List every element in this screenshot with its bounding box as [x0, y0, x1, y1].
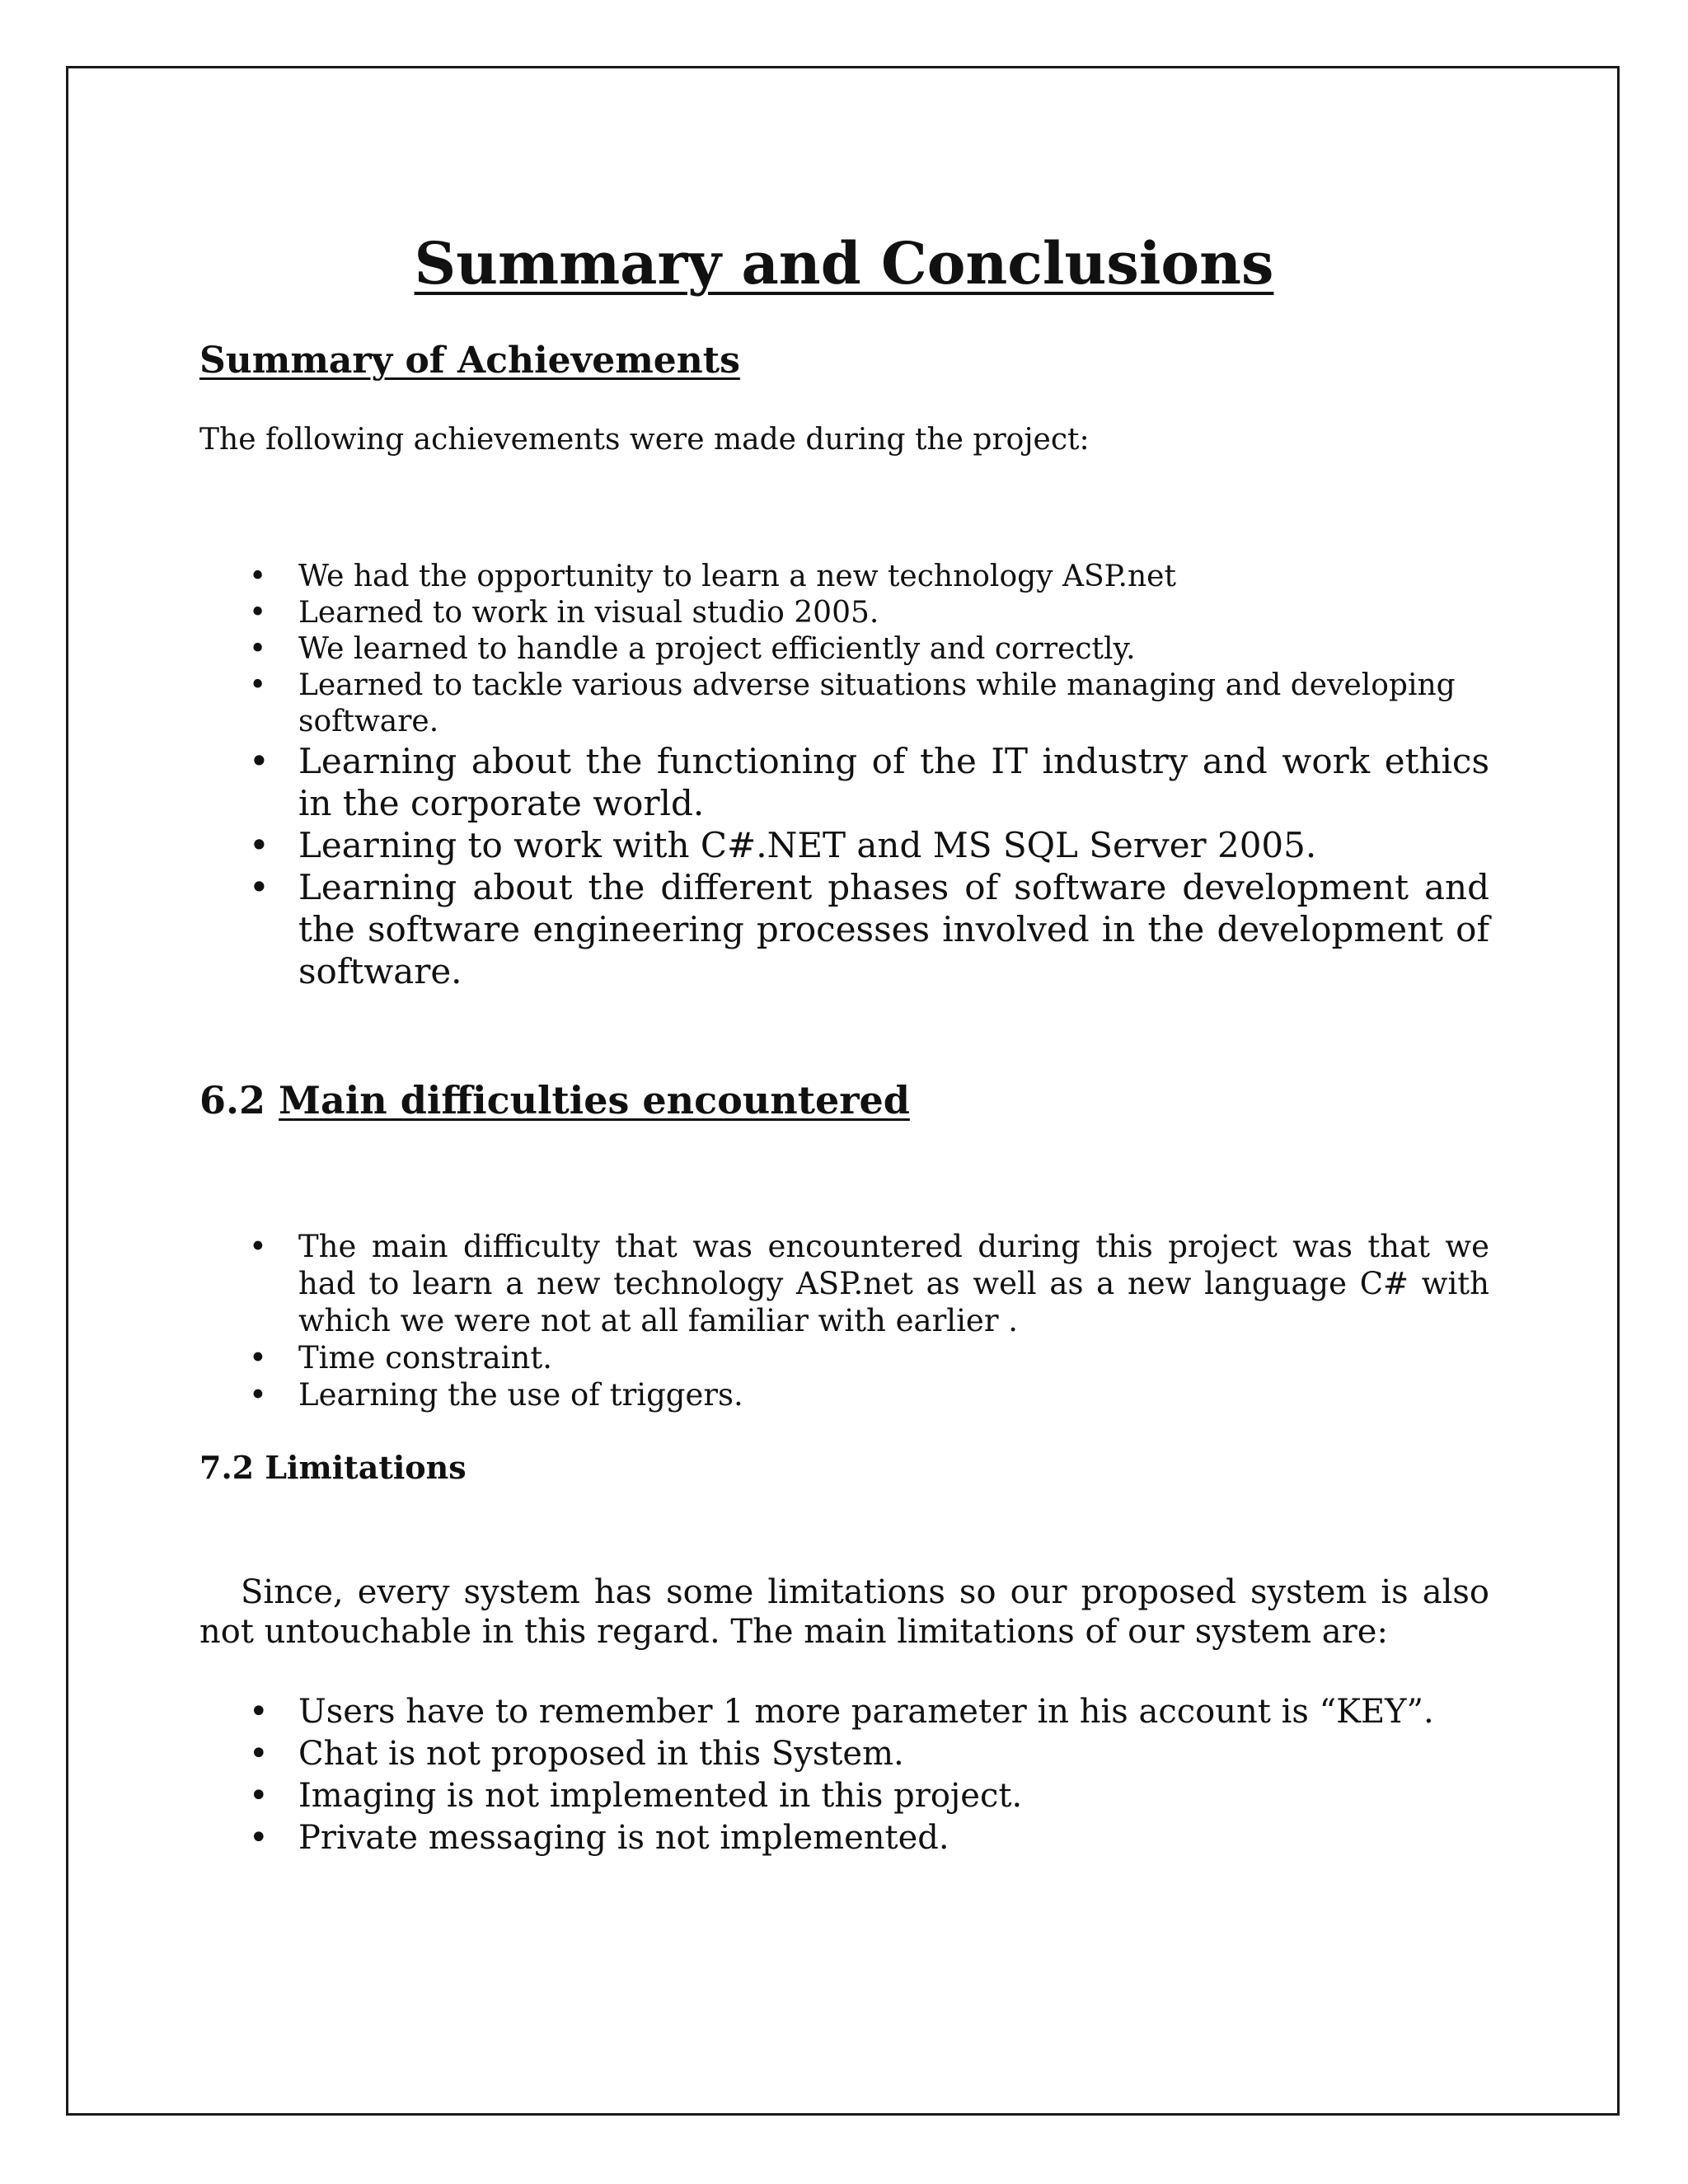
bullet-icon: •: [249, 1693, 269, 1731]
list-item: • We had the opportunity to learn a new technology ASP.net: [249, 560, 1176, 593]
list-item: • Users have to remember 1 more parameter in his account is “KEY”.: [199, 1691, 1489, 1733]
limitations-heading: 7.2 Limitations: [199, 1449, 467, 1486]
difficulties-list: [199, 1228, 1489, 1413]
achievements-heading: Summary of Achievements: [199, 340, 740, 382]
difficulties-heading: [199, 1078, 910, 1122]
bullet-icon: •: [249, 867, 270, 907]
list-item: • Learned to work in visual studio 2005.: [249, 596, 879, 630]
list-item: • We learned to handle a project efficiently and correctly.: [249, 632, 1136, 666]
list-item: • Imaging is not implemented in this project.: [199, 1775, 1489, 1817]
bullet-icon: •: [249, 741, 270, 781]
list-item: • Chat is not proposed in this System.: [199, 1733, 1489, 1775]
bullet-icon: •: [249, 668, 267, 702]
list-item: • Learning the use of triggers.: [249, 1377, 743, 1413]
list-item: • Learning to work with C#.NET and MS SQL Server 2005.: [249, 825, 1317, 865]
achievements-intro: The following achievements were made during the project:: [199, 423, 1090, 457]
limitations-list: [199, 1691, 1489, 1859]
bullet-icon: •: [249, 1377, 267, 1413]
list-item: • Time constraint.: [249, 1340, 552, 1376]
list-item: • Learned to tackle various adverse situations while managing and developing software.: [249, 668, 1456, 738]
bullet-icon: •: [249, 1777, 269, 1815]
bullet-icon: •: [249, 1340, 267, 1376]
bullet-icon: •: [249, 1735, 269, 1773]
limitations-intro: Since, every system has some limitations so our proposed system is also not untouchable in this regard. The main limitations of our system are:: [199, 1573, 1489, 1651]
list-item: • Learning about the different phases of software development and the software engineering processes involved in the development of software.: [249, 867, 1489, 991]
bullet-icon: •: [249, 596, 267, 630]
bullet-icon: •: [249, 1819, 269, 1857]
bullet-icon: •: [249, 825, 270, 865]
bullet-icon: •: [249, 1229, 267, 1264]
section-number: 6.2: [199, 1078, 266, 1122]
achievements-list: [199, 559, 1489, 992]
bullet-icon: •: [249, 632, 267, 666]
list-item: • Private messaging is not implemented.: [199, 1817, 1489, 1859]
list-item: • The main difficulty that was encountered during this project was that we had to learn a new technology ASP.net as well as a new language C# with which we were not at all familiar with earlier .: [249, 1229, 1489, 1338]
bullet-icon: •: [249, 560, 267, 593]
list-item: • Learning about the functioning of the IT industry and work ethics in the corporate world.: [249, 741, 1489, 823]
section-title: Main difficulties encountered: [279, 1078, 910, 1122]
page-title: Summary and Conclusions: [414, 229, 1274, 298]
